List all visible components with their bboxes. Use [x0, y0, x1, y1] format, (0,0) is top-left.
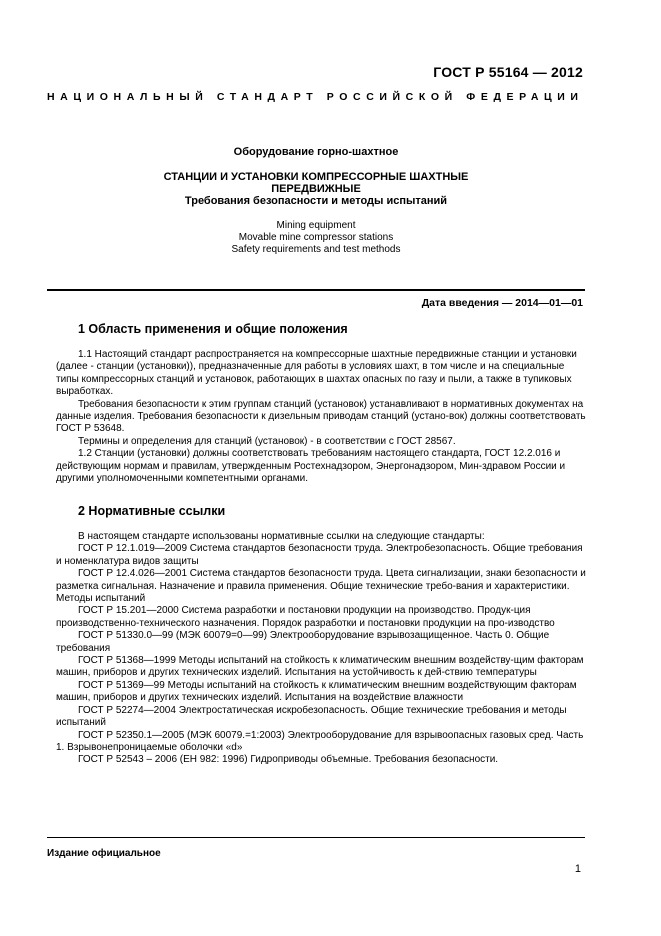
subtitle: Требования безопасности и методы испытаний	[184, 195, 448, 207]
page-number: 1	[574, 863, 581, 875]
main-title-line2: ПЕРЕДВИЖНЫЕ	[271, 183, 361, 195]
reference-item: ГОСТ Р 52543 – 2006 (ЕН 982: 1996) Гидроприводы объемные. Требования безопасности.	[78, 754, 499, 766]
edition-label: Издание официальное	[47, 848, 161, 859]
section2-body	[56, 531, 586, 767]
paragraph: 1.1 Настоящий стандарт распространяется на компрессорные шахтные передвижные станции и установки (далее - станции (установки)), предназначенные для работы в условиях шахт, в том числе и на специальные типы компрессорных станций и установок, работающих в шахтах опасных по газу и пыли, а также в тупиковых выработках.	[56, 349, 577, 398]
main-title-line1: СТАНЦИИ И УСТАНОВКИ КОМПРЕССОРНЫЕ ШАХТНЫЕ	[163, 171, 469, 183]
standard-number: ГОСТ Р 55164 — 2012	[433, 64, 583, 80]
english-title-line2: Movable mine compressor stations	[238, 232, 394, 243]
paragraph: Требования безопасности к этим группам станций (установок) устанавливают в нормативных документах на данные изделия. Требования безопасности к дизельным приводам станций (устано-вок) должны соответствовать ГОСТ Р 53648.	[56, 398, 586, 435]
footer-divider	[47, 837, 585, 838]
english-title-line3: Safety requirements and test methods	[231, 244, 401, 255]
paragraph: В настоящем стандарте использованы нормативные ссылки на следующие стандарты:	[78, 531, 485, 542]
reference-item: ГОСТ Р 15.201—2000 Система разработки и постановки продукции на производство. Продук-ция производственно-технического назначения. Порядок разработки и постановки продукции на про-изводство	[56, 605, 555, 629]
section1-body	[56, 349, 586, 485]
english-title-line1: Mining equipment	[276, 220, 356, 231]
introduction-date: Дата введения — 2014—01—01	[421, 297, 583, 309]
reference-item: ГОСТ Р 12.4.026—2001 Система стандартов безопасности труда. Цвета сигнализации, знаки безопасности и разметка сигнальная. Назначение и правила применения. Общие технические требо-вания и характеристики. Методы испытаний	[56, 568, 586, 605]
title-divider	[47, 289, 585, 291]
section1-heading: 1 Область применения и общие положения	[78, 322, 348, 336]
national-standard-banner: НАЦИОНАЛЬНЫЙ СТАНДАРТ РОССИЙСКОЙ ФЕДЕРАЦИИ	[47, 91, 584, 103]
reference-item: ГОСТ Р 52350.1—2005 (МЭК 60079.=1:2003) Электрооборудование для взрывоопасных газовых сред. Часть 1. Взрывонепроницаемые оболочки «d»	[56, 729, 584, 753]
subject-title: Оборудование горно-шахтное	[233, 146, 399, 158]
reference-item: ГОСТ Р 51369—99 Методы испытаний на стойкость к климатическим внешним воздействующим факторам машин, приборов и других технических изделий. Испытания на воздействие влажности	[56, 679, 577, 704]
reference-item: ГОСТ Р 52274—2004 Электростатическая искробезопасность. Общие технические требования и методы испытаний	[56, 704, 567, 729]
reference-item: ГОСТ Р 51330.0—99 (МЭК 60079=0—99) Электрооборудование взрывозащищенное. Часть 0. Общие требования	[56, 630, 550, 654]
reference-item: ГОСТ Р 51368—1999 Методы испытаний на стойкость к климатическим внешним воздейству-щим факторам машин, приборов и других технических изделий. Испытания на устойчивость к дей-ствию температуры	[56, 655, 584, 679]
paragraph: Термины и определения для станций (установок) - в соответствии с ГОСТ 28567.	[78, 435, 456, 447]
reference-item: ГОСТ Р 12.1.019—2009 Система стандартов безопасности труда. Электробезопасность. Общие требования и номенклатура видов защиты	[56, 543, 583, 567]
paragraph: 1.2 Станции (установки) должны соответствовать требованиям настоящего стандарта, ГОСТ 12.2.016 и действующим нормам и правилам, утвержденным Ростехнадзором, Энергонадзором, Мин-здравом России и другими уполномоченными компетентными органами.	[56, 448, 566, 485]
section2-heading: 2 Нормативные ссылки	[78, 504, 226, 518]
